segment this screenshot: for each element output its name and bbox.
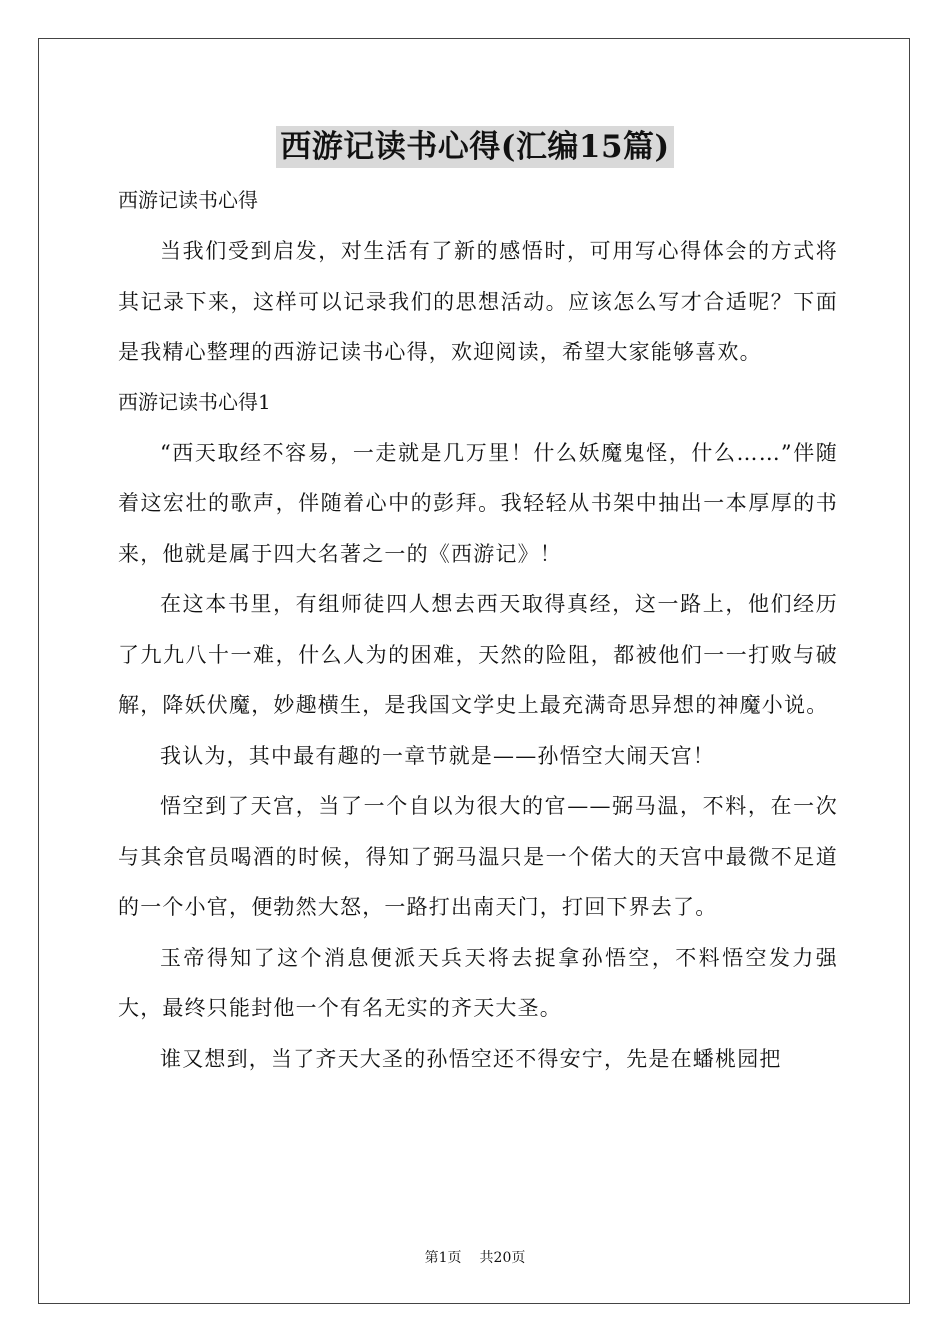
intro-paragraph: 当我们受到启发，对生活有了新的感悟时，可用写心得体会的方式将其记录下来，这样可以记录我们的思想活动。应该怎么写才合适呢？下面是我精心整理的西游记读书心得，欢迎阅读，希望大家能够喜欢。 — [118, 239, 838, 364]
body-paragraph: 我认为，其中最有趣的一章节就是——孙悟空大闹天宫！ — [160, 743, 715, 768]
document-title: 西游记读书心得(汇编15篇) — [276, 126, 673, 168]
body-paragraph: 悟空到了天宫，当了一个自以为很大的官——弼马温，不料，在一次与其余官员喝酒的时候，得知了弼马温只是一个偌大的天宫中最微不足道的一个小官，便勃然大怒，一路打出南天门，打回下界去了。 — [118, 794, 838, 919]
section-heading-1: 西游记读书心得1 — [118, 389, 271, 414]
page-total: 共20页 — [479, 1250, 526, 1266]
document-body — [118, 180, 838, 1084]
body-paragraph: 在这本书里，有组师徒四人想去西天取得真经，这一路上，他们经历了九九八十一难，什么人为的困难，天然的险阻，都被他们一一打败与破解，降妖伏魔，妙趣横生，是我国文学史上最充满奇思异想的神魔小说。 — [118, 592, 838, 717]
page-footer — [0, 1248, 950, 1268]
body-paragraph: 谁又想到，当了齐天大圣的孙悟空还不得安宁，先是在蟠桃园把 — [160, 1046, 782, 1071]
title-container — [0, 126, 950, 168]
body-paragraph: “西天取经不容易，一走就是几万里！什么妖魔鬼怪，什么……”伴随着这宏壮的歌声，伴随着心中的彭拜。我轻轻从书架中抽出一本厚厚的书来，他就是属于四大名著之一的《西游记》！ — [118, 440, 838, 566]
page-number: 第1页 — [424, 1250, 462, 1266]
body-paragraph: 玉帝得知了这个消息便派天兵天将去捉拿孙悟空，不料悟空发力强大，最终只能封他一个有名无实的齐天大圣。 — [118, 945, 838, 1020]
intro-heading: 西游记读书心得 — [118, 188, 258, 212]
